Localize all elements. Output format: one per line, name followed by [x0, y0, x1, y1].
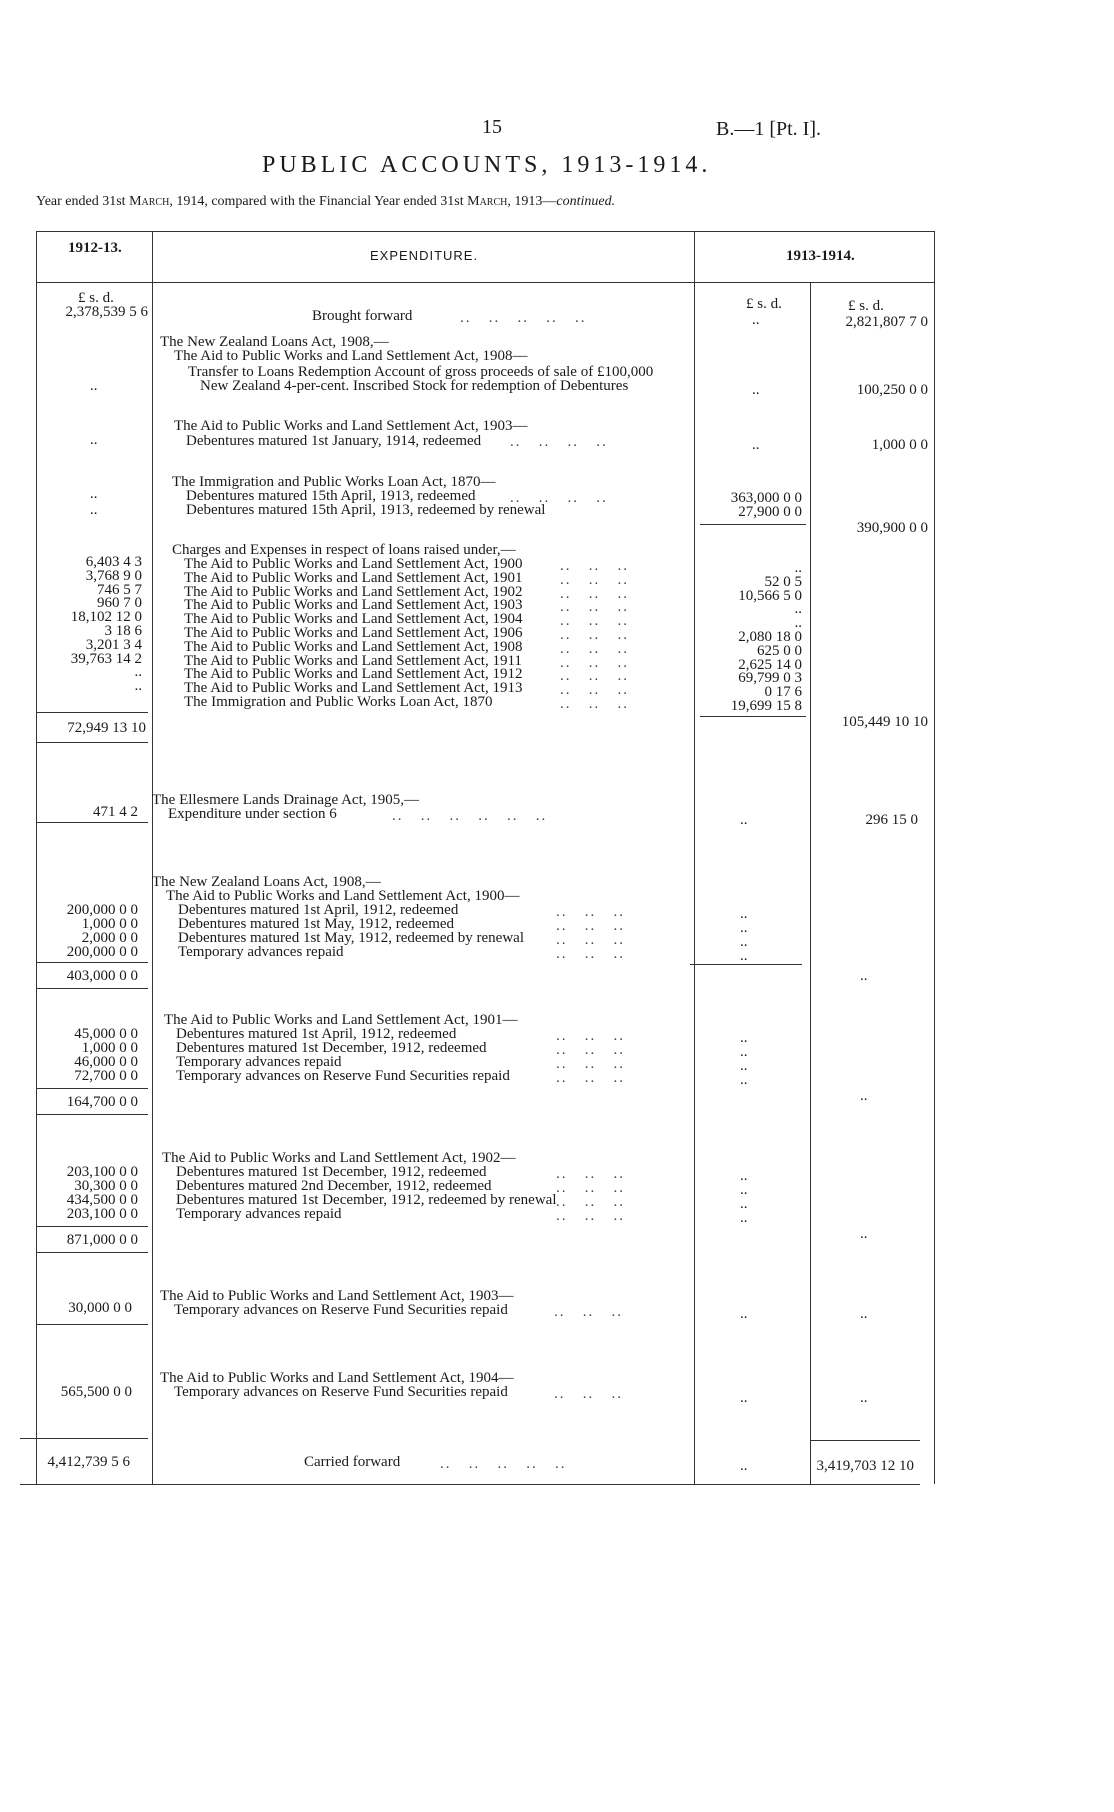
charges-item-label: The Aid to Public Works and Land Settlement Act, 1901: [184, 569, 523, 586]
section-subheading: The Aid to Public Works and Land Settlement Act, 1908—: [174, 348, 528, 364]
nzla_1900-item-label: Debentures matured 1st April, 1912, redeemed: [178, 902, 459, 918]
mid-value: ..: [740, 812, 748, 828]
charges-item-label: The Aid to Public Works and Land Settlement Act, 1908: [184, 638, 523, 655]
charges-item-left: 746 5 7: [97, 581, 142, 598]
charges-item-left: 3 18 6: [104, 623, 142, 639]
leader-dots: .. .. ..: [560, 627, 629, 643]
section-heading: The New Zealand Loans Act, 1908,—: [160, 334, 389, 350]
leader-dots: .. .. ..: [556, 1070, 625, 1086]
charges-item-left: 18,102 12 0: [70, 609, 142, 626]
subtotal-rule: [36, 712, 148, 713]
charges-item-mid: 69,799 0 3: [738, 670, 802, 687]
leader-dots: .. .. .. .. .. ..: [392, 808, 548, 824]
right-value: ..: [860, 1390, 868, 1406]
a1902-item-mid: ..: [740, 1182, 748, 1198]
charges-item-left: 39,763 14 2: [70, 650, 142, 667]
col-divider-inner: [810, 282, 811, 1484]
a1901-item-label: Temporary advances on Reserve Fund Securities repaid: [176, 1068, 510, 1084]
a1901-item-left: 1,000 0 0: [81, 1040, 138, 1056]
a1902-item-mid: ..: [740, 1210, 748, 1226]
section-subheading: The Aid to Public Works and Land Settlement Act, 1902—: [162, 1150, 516, 1166]
leader-dots: .. .. ..: [560, 668, 629, 685]
subtotal-rule: [36, 1088, 148, 1089]
right-value: ..: [860, 1226, 868, 1242]
charges-item-left: ..: [134, 664, 142, 681]
charges-item-label: The Aid to Public Works and Land Settlement Act, 1903: [184, 597, 523, 614]
a1901-item-left: 45,000 0 0: [74, 1026, 138, 1042]
leader-dots: .. .. ..: [560, 613, 629, 630]
leader-dots: .. .. ..: [556, 918, 625, 934]
a1901-item-label: Debentures matured 1st April, 1912, redeemed: [176, 1026, 457, 1042]
section-rule: [36, 822, 148, 823]
line-item: Debentures matured 1st January, 1914, redeemed: [186, 433, 482, 449]
units-left: £ s. d.: [78, 290, 114, 306]
a1902-item-mid: ..: [740, 1168, 748, 1184]
charges-item-mid: 0 17 6: [764, 684, 802, 701]
charges-item-mid: ..: [794, 601, 802, 618]
nzla_1900-item-mid: ..: [740, 906, 748, 922]
left-value: 30,000 0 0: [68, 1300, 132, 1316]
a1902-item-left: 203,100 0 0: [66, 1164, 138, 1180]
leader-dots: .. .. ..: [560, 654, 629, 671]
brought-forward-left: 2,378,539 5 6: [65, 304, 148, 320]
column-header-1913-1914: 1913-1914.: [786, 248, 855, 264]
leader-dots: .. .. ..: [560, 571, 629, 588]
charges-item-label: The Aid to Public Works and Land Settlement Act, 1904: [184, 611, 523, 628]
charges-item-mid: ..: [794, 615, 802, 632]
carried-forward-mid: ..: [740, 1458, 748, 1474]
nzla_1900-item-left: 200,000 0 0: [66, 902, 138, 918]
section-subheading: The Aid to Public Works and Land Settlement Act, 1900—: [166, 888, 520, 904]
a1902-item-label: Debentures matured 2nd December, 1912, redeemed: [176, 1178, 492, 1194]
section-subheading: The Aid to Public Works and Land Settlement Act, 1904—: [160, 1370, 514, 1386]
leader-dots: .. .. ..: [554, 1386, 623, 1402]
section-rule: [36, 1324, 148, 1325]
charges-item-mid: 19,699 15 8: [730, 698, 802, 714]
units-mid: £ s. d.: [746, 296, 782, 312]
nzla_1900-item-left: 1,000 0 0: [81, 916, 138, 932]
charges-item-mid: 2,080 18 0: [738, 629, 802, 645]
a1901-item-mid: ..: [740, 1030, 748, 1046]
leader-dots: .. .. ..: [560, 585, 629, 602]
brought-forward-mid: ..: [752, 312, 760, 328]
section-heading: The Ellesmere Lands Drainage Act, 1905,—: [152, 792, 419, 808]
charges-item-label: The Aid to Public Works and Land Settlement Act, 1900: [184, 556, 523, 572]
carried-forward-right: 3,419,703 12 10: [816, 1458, 914, 1474]
charges-item-left: 960 7 0: [97, 595, 142, 612]
leader-dots: .. .. .. ..: [510, 490, 608, 506]
right-value: 100,250 0 0: [856, 382, 928, 398]
a1902-item-mid: ..: [740, 1196, 748, 1212]
section-subheading: Charges and Expenses in respect of loans raised under,—: [172, 542, 516, 558]
leader-dots: .. .. ..: [556, 1056, 625, 1072]
leader-dots: .. .. .. ..: [510, 434, 608, 450]
a1901-item-label: Debentures matured 1st December, 1912, redeemed: [176, 1040, 487, 1056]
leader-dots: .. .. ..: [556, 1208, 625, 1224]
line-item: Debentures matured 15th April, 1913, redeemed by renewal: [186, 502, 546, 518]
a1901-item-mid: ..: [740, 1072, 748, 1088]
leader-dots: .. .. ..: [560, 696, 629, 712]
table-left-edge: [36, 231, 37, 1484]
charges-item-left: 3,768 9 0: [85, 567, 142, 584]
leader-dots: .. .. ..: [556, 946, 625, 962]
charges-item-mid: 625 0 0: [757, 642, 802, 659]
a1901-item-mid: ..: [740, 1058, 748, 1074]
brought-forward-label: Brought forward: [312, 308, 413, 324]
table-header-rule: [36, 282, 934, 283]
charges-item-left: 6,403 4 3: [85, 554, 142, 570]
leader-dots: .. .. ..: [556, 1028, 625, 1044]
column-header-expenditure: EXPENDITURE.: [370, 248, 479, 263]
section-subheading: The Immigration and Public Works Loan Act, 1870—: [172, 474, 496, 490]
leader-dots: .. .. ..: [556, 932, 625, 948]
col-divider-right: [934, 231, 935, 1484]
line-item: New Zealand 4-per-cent. Inscribed Stock for redemption of Debentures: [200, 378, 629, 394]
charges-item-left: ..: [134, 678, 142, 695]
leader-dots: .. .. ..: [556, 1166, 625, 1182]
left-total: 403,000 0 0: [66, 968, 138, 984]
left-value: ..: [90, 486, 98, 502]
subtotal-rule: [700, 524, 806, 525]
right-value: ..: [860, 1306, 868, 1322]
charges-item-left: 3,201 3 4: [85, 636, 142, 653]
subtotal-rule: [36, 1226, 148, 1227]
charges-item-label: The Aid to Public Works and Land Settlement Act, 1912: [184, 666, 523, 683]
mid-value: ..: [740, 1306, 748, 1322]
mid-value: ..: [752, 382, 760, 398]
a1902-item-left: 203,100 0 0: [66, 1206, 138, 1222]
left-value: 565,500 0 0: [60, 1384, 132, 1400]
leader-dots: .. .. ..: [560, 682, 629, 699]
nzla_1900-item-left: 200,000 0 0: [66, 944, 138, 960]
section-subheading: The Aid to Public Works and Land Settlement Act, 1901—: [164, 1012, 518, 1028]
page-title: PUBLIC ACCOUNTS, 1913-1914.: [262, 152, 712, 178]
table-top-rule: [36, 231, 934, 232]
leader-dots: .. .. ..: [556, 1042, 625, 1058]
left-total: 72,949 13 10: [67, 720, 146, 736]
line-item: Transfer to Loans Redemption Account of gross proceeds of sale of £100,000: [188, 364, 654, 380]
document-reference: B.—1 [Pt. I].: [716, 118, 821, 140]
right-value: ..: [860, 968, 868, 984]
carried-forward-label: Carried forward: [304, 1454, 401, 1470]
units-right: £ s. d.: [848, 298, 884, 314]
section-heading: The New Zealand Loans Act, 1908,—: [152, 874, 381, 890]
mid-value: 27,900 0 0: [738, 504, 802, 520]
section-rule: [36, 742, 148, 743]
section-rule: [20, 1438, 148, 1439]
charges-item-mid: ..: [794, 560, 802, 576]
nzla_1900-item-label: Debentures matured 1st May, 1912, redeemed: [178, 916, 455, 932]
carried-forward-left: 4,412,739 5 6: [47, 1454, 130, 1470]
line-item: Temporary advances on Reserve Fund Securities repaid: [174, 1302, 508, 1318]
charges-item-label: The Immigration and Public Works Loan Act, 1870: [184, 694, 493, 710]
charges-item-label: The Aid to Public Works and Land Settlement Act, 1911: [184, 652, 522, 669]
charges-item-label: The Aid to Public Works and Land Settlement Act, 1913: [184, 680, 523, 697]
a1901-item-mid: ..: [740, 1044, 748, 1060]
page-subtitle: Year ended 31st March, 1914, compared with the Financial Year ended 31st March, 1913—continued.: [36, 194, 616, 209]
nzla_1900-item-mid: ..: [740, 920, 748, 936]
line-item: Temporary advances on Reserve Fund Securities repaid: [174, 1384, 508, 1400]
left-total: 871,000 0 0: [66, 1232, 138, 1248]
a1902-item-label: Debentures matured 1st December, 1912, redeemed by renewal: [176, 1192, 557, 1208]
leader-dots: .. .. ..: [556, 1194, 625, 1210]
mid-value: ..: [752, 437, 760, 453]
nzla_1900-item-left: 2,000 0 0: [81, 930, 138, 946]
mid-value: ..: [740, 1390, 748, 1406]
right-value: 1,000 0 0: [871, 437, 928, 453]
leader-dots: .. .. .. .. ..: [460, 310, 587, 326]
leader-dots: .. .. ..: [560, 640, 629, 657]
a1902-item-label: Debentures matured 1st December, 1912, redeemed: [176, 1164, 487, 1180]
col-divider-mid: [694, 231, 695, 1484]
table-bottom-rule: [20, 1484, 920, 1485]
left-value: 471 4 2: [93, 804, 138, 820]
leader-dots: .. .. ..: [556, 904, 625, 920]
left-value: ..: [90, 502, 98, 518]
right-total: 105,449 10 10: [841, 714, 928, 730]
a1902-item-left: 30,300 0 0: [74, 1178, 138, 1194]
section-subheading: The Aid to Public Works and Land Settlement Act, 1903—: [160, 1288, 514, 1304]
leader-dots: .. .. ..: [560, 599, 629, 616]
subtotal-rule: [700, 716, 806, 717]
a1901-item-label: Temporary advances repaid: [176, 1054, 342, 1070]
right-value: 390,900 0 0: [856, 520, 928, 536]
a1901-item-left: 46,000 0 0: [74, 1054, 138, 1070]
left-value: ..: [90, 432, 98, 448]
section-rule: [36, 1114, 148, 1115]
charges-item-label: The Aid to Public Works and Land Settlement Act, 1906: [184, 625, 523, 641]
subtotal-rule: [690, 964, 802, 965]
leader-dots: .. .. ..: [554, 1304, 623, 1320]
leader-dots: .. .. .. .. ..: [440, 1456, 567, 1472]
nzla_1900-item-label: Temporary advances repaid: [178, 944, 344, 960]
a1901-item-left: 72,700 0 0: [74, 1068, 138, 1084]
nzla_1900-item-label: Debentures matured 1st May, 1912, redeemed by renewal: [178, 930, 524, 946]
column-header-1912-13: 1912-13.: [68, 240, 122, 256]
nzla_1900-item-mid: ..: [740, 948, 748, 964]
charges-item-mid: 52 0 5: [764, 573, 802, 590]
a1902-item-label: Temporary advances repaid: [176, 1206, 342, 1222]
section-subheading: The Aid to Public Works and Land Settlement Act, 1903—: [174, 418, 528, 434]
charges-item-mid: 10,566 5 0: [738, 587, 802, 604]
left-value: ..: [90, 378, 98, 394]
section-rule: [36, 1252, 148, 1253]
section-rule: [36, 988, 148, 989]
col-divider-left: [152, 231, 153, 1484]
section-rule: [810, 1440, 920, 1441]
leader-dots: .. .. ..: [556, 1180, 625, 1196]
mid-value: 363,000 0 0: [730, 490, 802, 506]
brought-forward-right: 2,821,807 7 0: [845, 314, 928, 330]
page-number: 15: [482, 116, 502, 138]
line-item: Expenditure under section 6: [168, 806, 337, 822]
subtotal-rule: [36, 962, 148, 963]
charges-item-label: The Aid to Public Works and Land Settlement Act, 1902: [184, 583, 523, 600]
right-value: 296 15 0: [865, 812, 918, 828]
a1902-item-left: 434,500 0 0: [66, 1192, 138, 1208]
left-total: 164,700 0 0: [66, 1094, 138, 1110]
charges-item-mid: 2,625 14 0: [738, 656, 802, 673]
leader-dots: .. .. ..: [560, 558, 629, 574]
right-value: ..: [860, 1088, 868, 1104]
nzla_1900-item-mid: ..: [740, 934, 748, 950]
line-item: Debentures matured 15th April, 1913, redeemed: [186, 488, 476, 504]
